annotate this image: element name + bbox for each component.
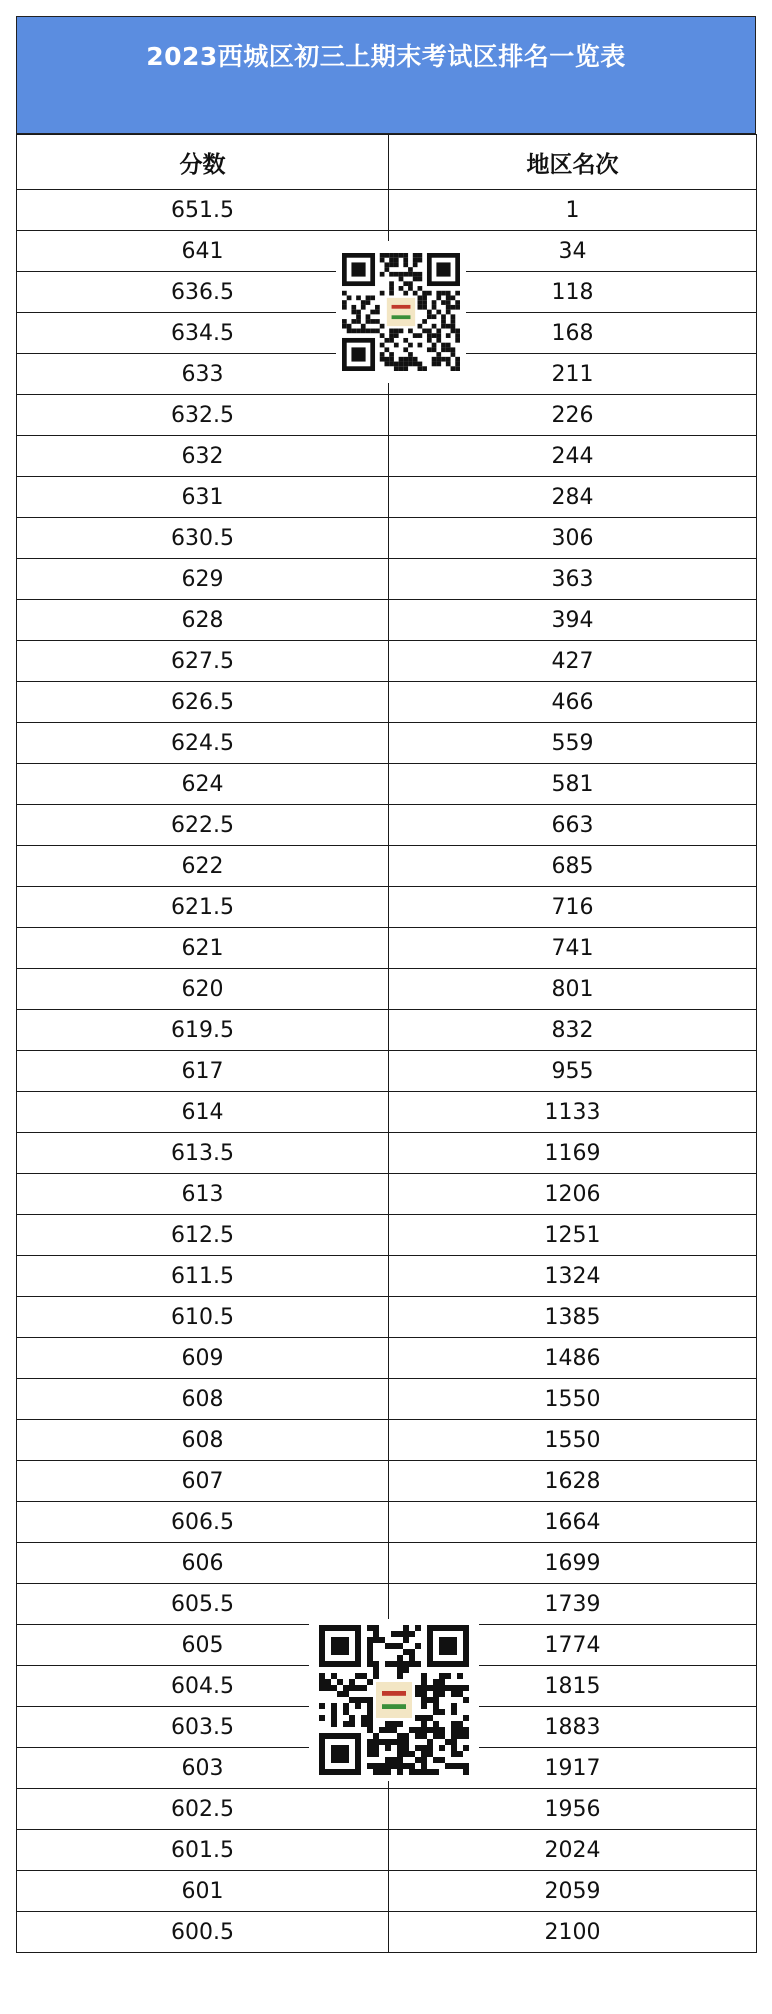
title-bar <box>16 16 756 134</box>
table-row <box>17 805 757 846</box>
score-cell: 609 <box>17 1338 389 1379</box>
score-cell: 619.5 <box>17 1010 389 1051</box>
table-row <box>17 1871 757 1912</box>
table-row <box>17 559 757 600</box>
rank-cell: 741 <box>389 928 757 969</box>
score-cell: 627.5 <box>17 641 389 682</box>
rank-cell: 1486 <box>389 1338 757 1379</box>
table-row <box>17 190 757 231</box>
score-cell: 601.5 <box>17 1830 389 1871</box>
rank-cell: 1324 <box>389 1256 757 1297</box>
score-cell: 604.5 <box>17 1666 389 1707</box>
table-row <box>17 1215 757 1256</box>
rank-cell: 168 <box>389 313 757 354</box>
column-header-score: 分数 <box>17 135 389 190</box>
table-row <box>17 887 757 928</box>
page-title: 2023西城区初三上期末考试区排名一览表 <box>146 42 626 71</box>
table-row <box>17 1010 757 1051</box>
score-cell: 607 <box>17 1461 389 1502</box>
rank-cell: 832 <box>389 1010 757 1051</box>
score-cell: 651.5 <box>17 190 389 231</box>
table-row <box>17 1830 757 1871</box>
score-cell: 628 <box>17 600 389 641</box>
table-row <box>17 1789 757 1830</box>
table-row <box>17 1502 757 1543</box>
qr-code-icon <box>309 1619 479 1781</box>
table-row <box>17 1461 757 1502</box>
table-row <box>17 395 757 436</box>
rank-cell: 1956 <box>389 1789 757 1830</box>
table-row <box>17 436 757 477</box>
score-cell: 614 <box>17 1092 389 1133</box>
rank-cell: 716 <box>389 887 757 928</box>
rank-cell: 2024 <box>389 1830 757 1871</box>
score-cell: 622.5 <box>17 805 389 846</box>
rank-cell: 118 <box>389 272 757 313</box>
rank-cell: 559 <box>389 723 757 764</box>
score-cell: 612.5 <box>17 1215 389 1256</box>
rank-cell: 1774 <box>389 1625 757 1666</box>
rank-cell: 306 <box>389 518 757 559</box>
table-row <box>17 518 757 559</box>
table-row <box>17 600 757 641</box>
rank-cell: 663 <box>389 805 757 846</box>
score-cell: 620 <box>17 969 389 1010</box>
table-row <box>17 477 757 518</box>
score-cell: 626.5 <box>17 682 389 723</box>
score-cell: 603 <box>17 1748 389 1789</box>
score-cell: 611.5 <box>17 1256 389 1297</box>
rank-cell: 1883 <box>389 1707 757 1748</box>
table-row <box>17 1912 757 1953</box>
table-row <box>17 846 757 887</box>
rank-cell: 1550 <box>389 1420 757 1461</box>
score-cell: 608 <box>17 1379 389 1420</box>
table-row <box>17 641 757 682</box>
score-cell: 621 <box>17 928 389 969</box>
score-cell: 633 <box>17 354 389 395</box>
score-cell: 641 <box>17 231 389 272</box>
table-row <box>17 1174 757 1215</box>
score-cell: 632 <box>17 436 389 477</box>
rank-cell: 1664 <box>389 1502 757 1543</box>
score-cell: 630.5 <box>17 518 389 559</box>
rank-cell: 1 <box>389 190 757 231</box>
score-cell: 636.5 <box>17 272 389 313</box>
score-cell: 600.5 <box>17 1912 389 1953</box>
score-cell: 602.5 <box>17 1789 389 1830</box>
score-cell: 632.5 <box>17 395 389 436</box>
table-row <box>17 1256 757 1297</box>
rank-cell: 244 <box>389 436 757 477</box>
table-row <box>17 928 757 969</box>
score-cell: 617 <box>17 1051 389 1092</box>
table-row <box>17 1051 757 1092</box>
rank-cell: 1739 <box>389 1584 757 1625</box>
table-row <box>17 969 757 1010</box>
rank-cell: 955 <box>389 1051 757 1092</box>
score-cell: 631 <box>17 477 389 518</box>
score-cell: 601 <box>17 1871 389 1912</box>
score-cell: 622 <box>17 846 389 887</box>
table-row <box>17 1379 757 1420</box>
rank-cell: 427 <box>389 641 757 682</box>
table-row <box>17 1297 757 1338</box>
rank-cell: 211 <box>389 354 757 395</box>
rank-cell: 466 <box>389 682 757 723</box>
score-cell: 605.5 <box>17 1584 389 1625</box>
score-cell: 621.5 <box>17 887 389 928</box>
rank-cell: 363 <box>389 559 757 600</box>
rank-cell: 1169 <box>389 1133 757 1174</box>
column-header-rank: 地区名次 <box>389 135 757 190</box>
rank-cell: 1917 <box>389 1748 757 1789</box>
table-row <box>17 723 757 764</box>
rank-cell: 1628 <box>389 1461 757 1502</box>
rank-cell: 1133 <box>389 1092 757 1133</box>
rank-cell: 394 <box>389 600 757 641</box>
ranking-sheet <box>16 16 756 1998</box>
score-cell: 606.5 <box>17 1502 389 1543</box>
table-row <box>17 1133 757 1174</box>
score-cell: 603.5 <box>17 1707 389 1748</box>
rank-cell: 284 <box>389 477 757 518</box>
rank-cell: 801 <box>389 969 757 1010</box>
rank-cell: 1699 <box>389 1543 757 1584</box>
rank-cell: 2100 <box>389 1912 757 1953</box>
rank-cell: 685 <box>389 846 757 887</box>
table-row <box>17 1092 757 1133</box>
rank-cell: 1251 <box>389 1215 757 1256</box>
rank-cell: 1550 <box>389 1379 757 1420</box>
rank-cell: 581 <box>389 764 757 805</box>
rank-cell: 1385 <box>389 1297 757 1338</box>
rank-cell: 226 <box>389 395 757 436</box>
score-cell: 624.5 <box>17 723 389 764</box>
score-cell: 624 <box>17 764 389 805</box>
score-cell: 608 <box>17 1420 389 1461</box>
score-cell: 610.5 <box>17 1297 389 1338</box>
score-cell: 613 <box>17 1174 389 1215</box>
table-row <box>17 682 757 723</box>
score-cell: 634.5 <box>17 313 389 354</box>
table-header-row <box>17 135 757 190</box>
score-cell: 606 <box>17 1543 389 1584</box>
rank-cell: 2059 <box>389 1871 757 1912</box>
table-row <box>17 1420 757 1461</box>
table-row <box>17 1543 757 1584</box>
score-cell: 605 <box>17 1625 389 1666</box>
score-cell: 613.5 <box>17 1133 389 1174</box>
rank-cell: 1206 <box>389 1174 757 1215</box>
table-row <box>17 764 757 805</box>
rank-cell: 34 <box>389 231 757 272</box>
rank-cell: 1815 <box>389 1666 757 1707</box>
score-cell: 629 <box>17 559 389 600</box>
qr-code-icon <box>336 241 466 383</box>
table-row <box>17 1338 757 1379</box>
